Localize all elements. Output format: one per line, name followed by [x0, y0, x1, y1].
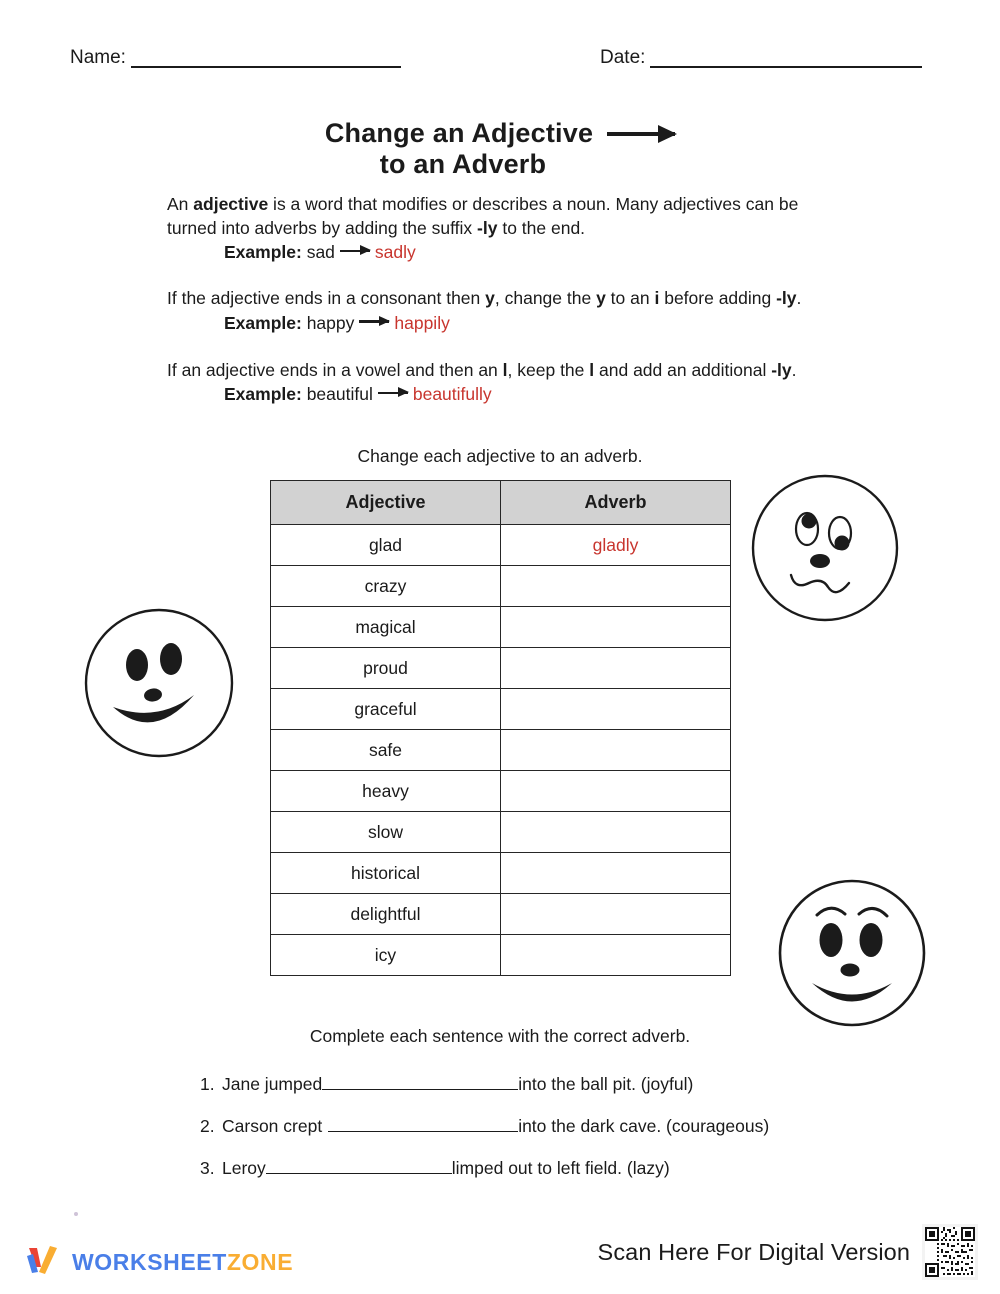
table-row [271, 935, 731, 976]
adjective-cell: historical [271, 853, 501, 894]
adjective-cell: magical [271, 607, 501, 648]
sentence-1-before: Jane jumped [222, 1074, 323, 1094]
adverb-answer-cell[interactable] [501, 853, 731, 894]
table-row [271, 812, 731, 853]
sentence-1-blank[interactable] [322, 1073, 518, 1090]
rule2-bold-ly: -ly [776, 288, 797, 308]
sentence-3-before: Leroy [222, 1158, 266, 1178]
adjective-cell: glad [271, 525, 501, 566]
table-row [271, 607, 731, 648]
sentence-2-number: 2. [200, 1116, 215, 1136]
title-line-1 [0, 118, 1000, 149]
example-3-adverb: beautifully [412, 384, 492, 404]
name-label: Name: [70, 47, 126, 68]
rule2-bold-i: i [654, 288, 660, 308]
adjective-cell: graceful [271, 689, 501, 730]
adjective-cell: safe [271, 730, 501, 771]
adjective-cell: slow [271, 812, 501, 853]
rule2-bold-y2: y [596, 288, 606, 308]
adjective-cell: proud [271, 648, 501, 689]
table-row [271, 730, 731, 771]
example-1-adverb: sadly [374, 242, 416, 262]
adjective-cell: heavy [271, 771, 501, 812]
rule3-text-d: . [791, 359, 797, 380]
rule3-text-a: If an adjective ends in a vowel and then an [167, 359, 503, 380]
example-2-label: Example: [224, 312, 302, 333]
logo-zone-text: ZONE [226, 1249, 294, 1275]
right-arrow-icon [607, 132, 675, 136]
rule3-bold-ly: -ly [771, 359, 792, 380]
rule-paragraph-2 [167, 287, 847, 311]
example-2 [167, 311, 847, 336]
worksheet-zone-logo[interactable] [26, 1243, 293, 1282]
table-row [271, 648, 731, 689]
page-speck [74, 1212, 78, 1216]
sentence-2-after: into the dark cave. (courageous) [518, 1116, 770, 1136]
rule-paragraph-3 [167, 359, 847, 383]
adverb-answer-cell[interactable] [501, 648, 731, 689]
example-3-adjective: beautiful [306, 384, 373, 404]
rule1-text-c: to the end. [497, 217, 586, 238]
title-text-2: to an Adverb [379, 149, 547, 179]
sentence-3-number: 3. [200, 1158, 215, 1178]
rule1-bold-ly: -ly [477, 217, 498, 238]
table-row [271, 689, 731, 730]
example-2-adverb: happily [394, 312, 450, 333]
adverb-answer-cell[interactable] [501, 894, 731, 935]
scan-text-label: Scan Here For Digital Version [597, 1238, 910, 1265]
sentence-2-before: Carson crept [222, 1116, 323, 1136]
table-header-row [271, 481, 731, 525]
adverb-answer-cell[interactable] [501, 935, 731, 976]
rule3-text-b: , keep the [507, 359, 590, 380]
adverb-answer-cell[interactable] [501, 730, 731, 771]
column-header-adverb: Adverb [501, 481, 731, 525]
qr-code-icon[interactable] [922, 1224, 978, 1280]
list-item [200, 1156, 840, 1180]
table-row [271, 771, 731, 812]
adjective-cell: crazy [271, 566, 501, 607]
table-row [271, 525, 731, 566]
adjective-cell: delightful [271, 894, 501, 935]
rule3-bold-l1: l [502, 359, 508, 380]
name-date-header [0, 48, 1000, 68]
rule-paragraph-1 [167, 193, 847, 240]
example-3-arrow-icon [378, 392, 408, 395]
rule1-text-a: An [167, 194, 194, 214]
adverb-answer-cell[interactable] [501, 689, 731, 730]
rule2-text-b: , change the [494, 288, 597, 308]
name-field[interactable] [70, 48, 470, 68]
title-line-2 [0, 149, 1000, 180]
rule1-text-b: is a word that modifies or describes a noun. Many adjectives can be turned into adverbs by adding the suffix [167, 194, 799, 238]
example-1 [167, 240, 847, 265]
instructions-block [167, 193, 847, 407]
table-row [271, 894, 731, 935]
example-2-arrow-icon [359, 320, 389, 323]
date-field[interactable] [600, 48, 930, 68]
adverb-answer-cell[interactable] [501, 771, 731, 812]
adverb-answer-cell[interactable]: gladly [501, 525, 731, 566]
sentence-1-after: into the ball pit. (joyful) [518, 1074, 694, 1094]
happy-face-icon [777, 878, 927, 1033]
sentence-3-blank[interactable] [266, 1157, 452, 1174]
example-1-arrow-icon [340, 250, 370, 253]
example-2-adjective: happy [306, 312, 355, 333]
logo-worksheet-text: WORKSHEET [72, 1249, 227, 1275]
table-directions: Change each adjective to an adverb. [357, 446, 643, 466]
example-1-adjective: sad [306, 242, 335, 262]
rule2-text-e: . [796, 288, 802, 308]
table-body [271, 525, 731, 976]
table-row [271, 853, 731, 894]
adverb-answer-cell[interactable] [501, 812, 731, 853]
worksheet-zone-logo-icon [26, 1243, 62, 1282]
table-row [271, 566, 731, 607]
list-item [200, 1114, 840, 1138]
column-header-adjective: Adjective [271, 481, 501, 525]
confused-face-icon [750, 473, 900, 628]
adverb-answer-cell[interactable] [501, 607, 731, 648]
adverb-answer-cell[interactable] [501, 566, 731, 607]
name-input-line[interactable] [131, 49, 401, 68]
rule3-text-c: and add an additional [594, 359, 772, 380]
title-text-1: Change an Adjective [324, 118, 594, 148]
adjective-cell: icy [271, 935, 501, 976]
smiley-face-icon [83, 607, 235, 764]
rule2-bold-y1: y [485, 288, 495, 308]
adjective-adverb-table [270, 480, 731, 976]
sentence-3-after: limped out to left field. (lazy) [451, 1158, 670, 1178]
rule2-text-d: before adding [659, 288, 777, 308]
date-input-line[interactable] [650, 49, 922, 68]
rule1-bold-adjective: adjective [193, 194, 269, 214]
date-label: Date: [600, 47, 646, 68]
logo-wordmark [72, 1249, 293, 1276]
scan-digital-version[interactable] [598, 1224, 978, 1280]
sentence-exercises [200, 1072, 840, 1198]
example-1-label: Example: [224, 242, 302, 262]
rule2-text-a: If the adjective ends in a consonant then [167, 288, 486, 308]
list-item [200, 1072, 840, 1096]
rule3-bold-l2: l [589, 359, 595, 380]
rule2-text-c: to an [605, 288, 655, 308]
example-3 [167, 382, 847, 407]
worksheet-title [0, 118, 1000, 180]
sentence-directions: Complete each sentence with the correct adverb. [309, 1026, 691, 1046]
example-3-label: Example: [224, 384, 302, 404]
sentence-2-blank[interactable] [328, 1115, 518, 1132]
sentence-1-number: 1. [200, 1074, 215, 1094]
